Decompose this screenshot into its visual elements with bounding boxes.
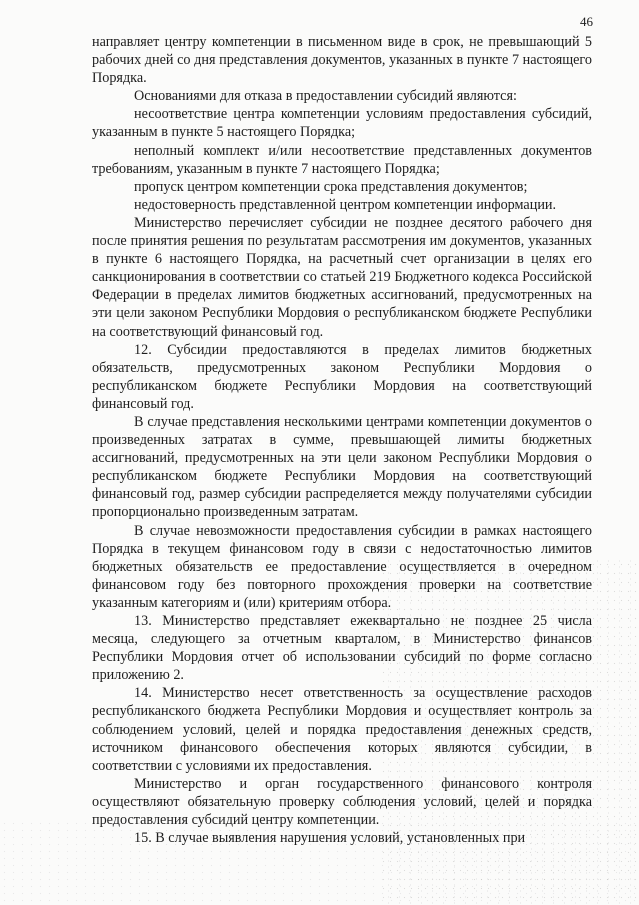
paragraph-12: 12. Субсидии предоставляются в пределах лимитов бюджетных обязательств, предусмотренных законом Республики Мордовия о республиканском бюджете Республики Мордовия на соответствующий финансовый год. <box>92 341 592 412</box>
paragraph-12-impossibility: В случае невозможности предоставления субсидии в рамках настоящего Порядка в текущем финансовом году в связи с недостаточностью лимитов бюджетных обязательств ее предоставление осуществляется в очередном финансовом году без повторного прохождения проверки на соответствие указанным категориям и (или) критериям отбора. <box>92 522 592 611</box>
paragraph-refusal-item-2: неполный комплект и/или несоответствие представленных документов требованиям, указанным в пункте 7 настоящего Порядка; <box>92 142 592 177</box>
paragraph-12-multiple-centers: В случае представления несколькими центрами компетенции документов о произведенных затратах в сумме, превышающей лимиты бюджетных ассигнований, предусмотренных на эти цели законом Республики Мордовия о республиканском бюджете Республики Мордовия на соответствующий финансовый год, размер субсидии распределяется между получателями субсидии пропорционально произведенным затратам. <box>92 413 592 521</box>
paragraph-14: 14. Министерство несет ответственность за осуществление расходов республиканского бюджета Республики Мордовия и осуществляет контроль за соблюдением условий, целей и порядка предоставления денежных средств, источником финансового обеспечения которых являются субсидии, в соответствии с условиями их предоставления. <box>92 685 592 774</box>
paragraph-13: 13. Министерство представляет ежеквартально не позднее 25 числа месяца, следующего за отчетным кварталом, в Министерство финансов Республики Мордовия отчет об использовании субсидий по форме согласно приложению 2. <box>92 613 592 684</box>
paragraph-14-control: Министерство и орган государственного финансового контроля осуществляют обязательную проверку соблюдения условий, целей и порядка предоставления субсидий центру компетенции. <box>92 775 592 829</box>
paragraph-refusal-item-1: несоответствие центра компетенции условиям предоставления субсидий, указанным в пункте 5 настоящего Порядка; <box>92 106 592 141</box>
paragraph-transfer: Министерство перечисляет субсидии не позднее десятого рабочего дня после принятия решения по результатам рассмотрения им документов, указанных в пункте 6 настоящего Порядка, на расчетный счет организации в целях его санкционирования в соответствии со статьей 219 Бюджетного кодекса Российской Федерации в пределах лимитов бюджетных ассигнований, предусмотренных на эти цели законом Республики Мордовия о республиканском бюджете Республики на соответствующий финансовый год. <box>92 214 592 340</box>
page-number: 46 <box>580 14 593 29</box>
paragraph-15: 15. В случае выявления нарушения условий, установленных при <box>134 830 526 847</box>
paragraph-refusal-grounds: Основаниями для отказа в предоставлении субсидий являются: <box>134 88 517 105</box>
paragraph-refusal-item-4: недостоверность представленной центром компетенции информации. <box>134 196 557 213</box>
paragraph-continuation: направляет центру компетенции в письменном виде в срок, не превышающий 5 рабочих дней со дня представления документов, указанных в пункте 7 настоящего Порядка. <box>92 34 592 87</box>
paragraph-refusal-item-3: пропуск центром компетенции срока представления документов; <box>134 178 528 195</box>
document-body <box>92 33 592 847</box>
